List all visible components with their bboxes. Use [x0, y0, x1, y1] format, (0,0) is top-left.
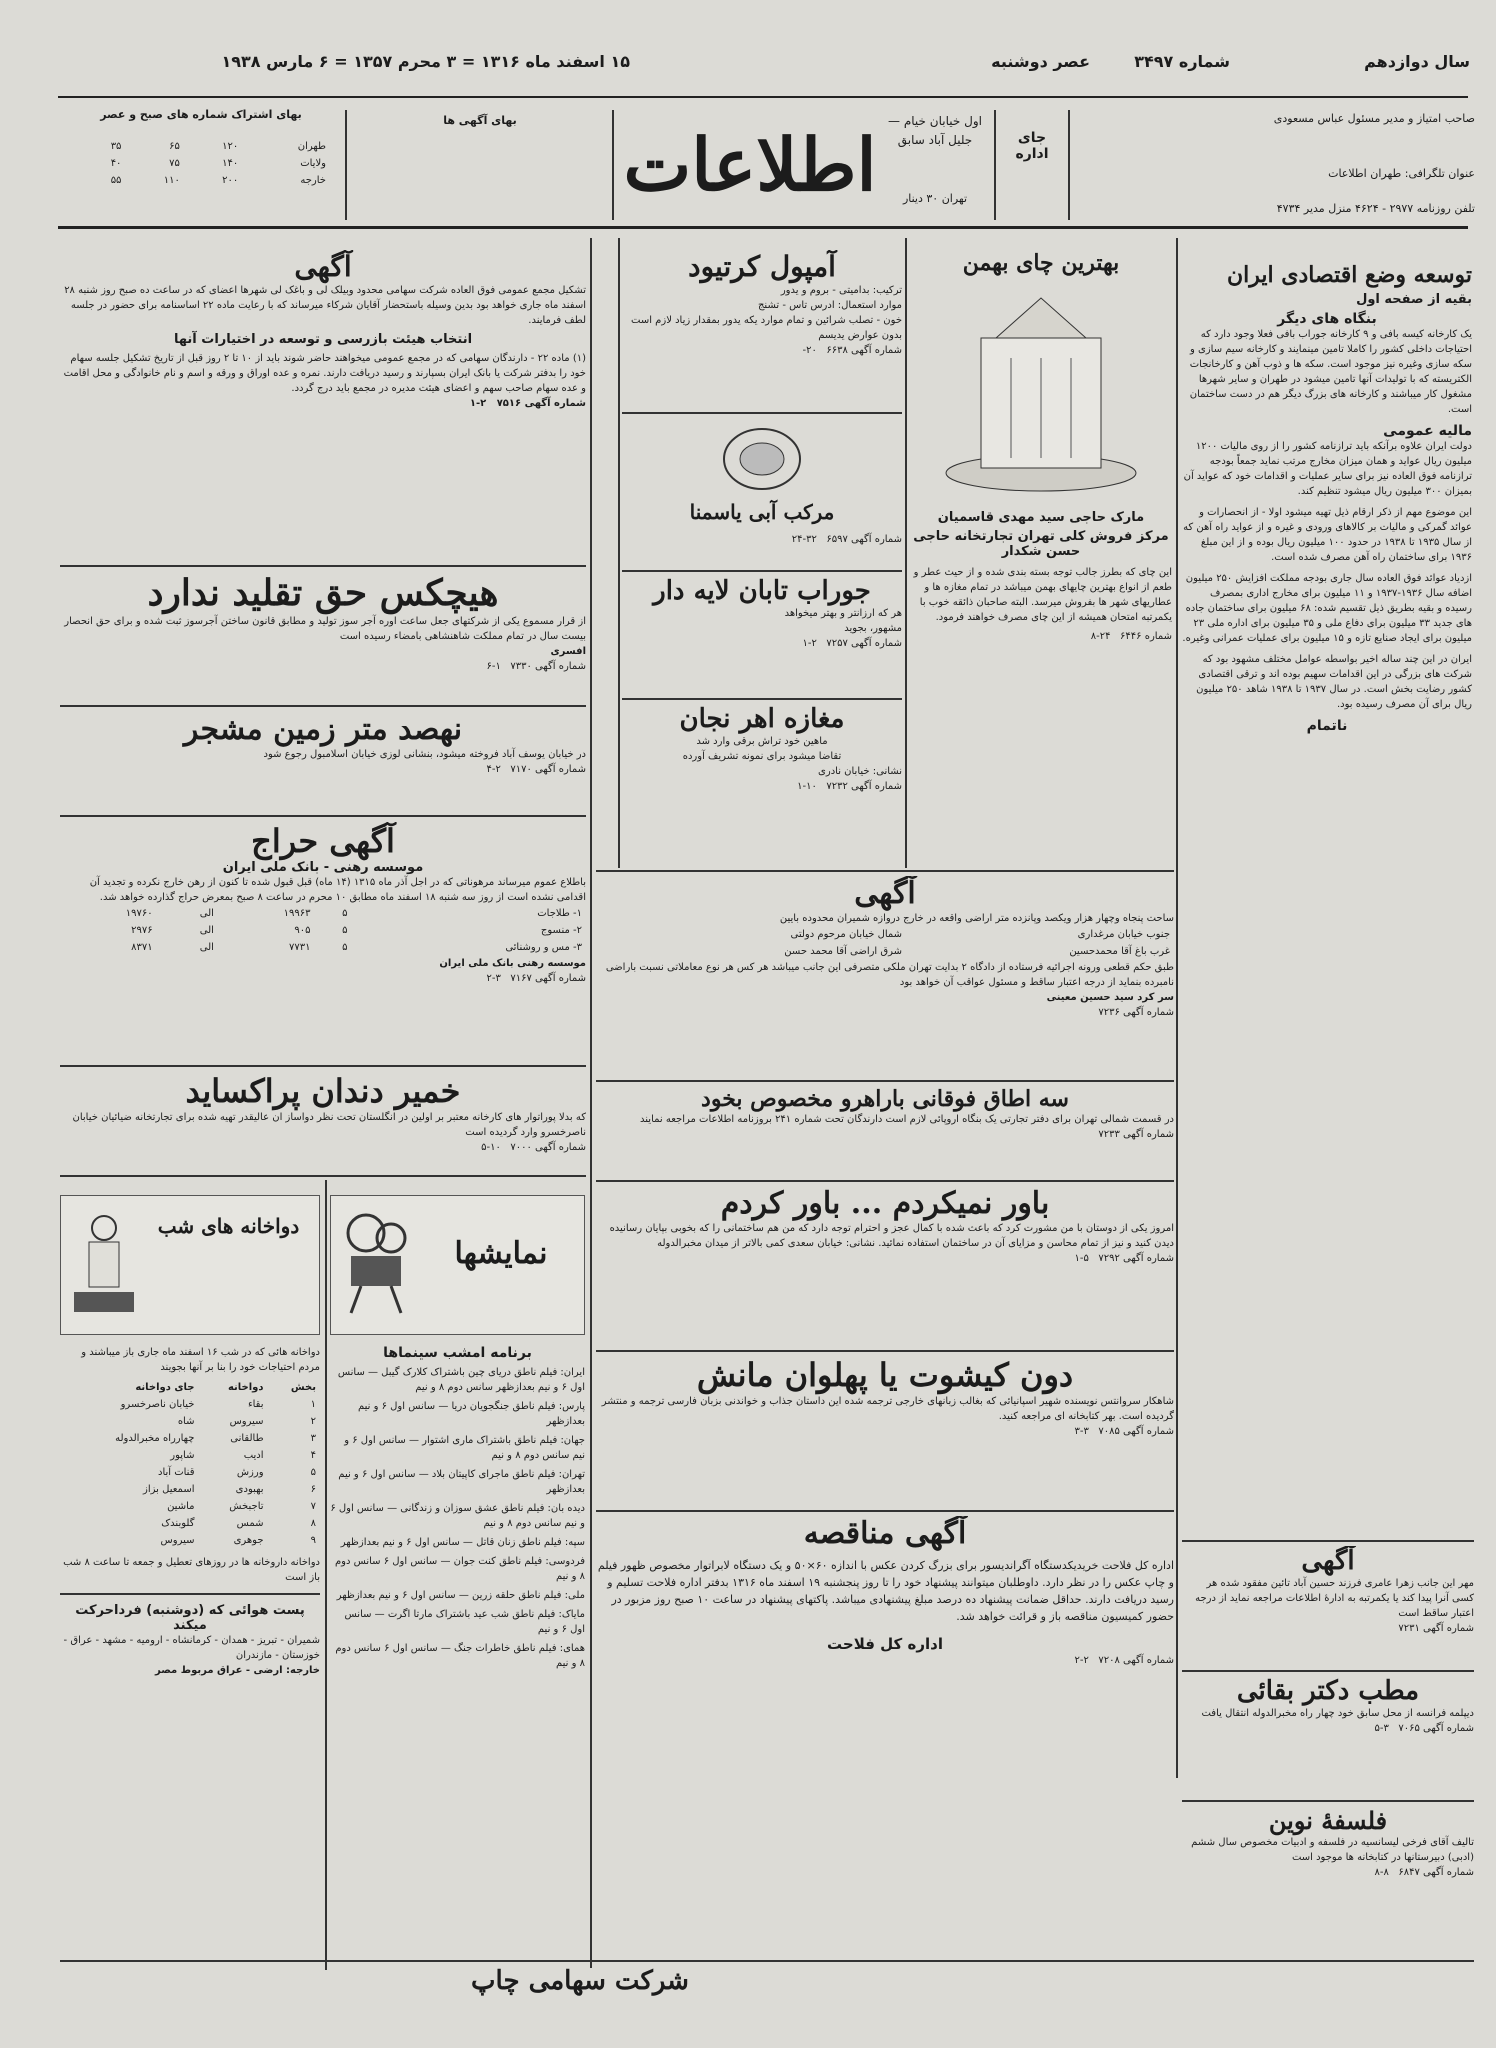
cell: ۲ [310, 1416, 316, 1427]
ad-number: شماره آگهی ۷۲۳۳ [1098, 1129, 1174, 1140]
ad-number [60, 762, 586, 777]
cell: چهارراه مخبرالدوله [115, 1433, 195, 1444]
cell: ۵ [342, 925, 348, 936]
toothpaste-ad [60, 1072, 586, 1172]
price-label: تهران ۳۰ دینار [902, 192, 968, 205]
cell: بهبودی [235, 1484, 264, 1495]
auction-ad [60, 822, 586, 1062]
list-item: ملی: فیلم ناطق حلقه زرین — سانس اول ۶ و نیم بعدازظهر [336, 1590, 585, 1601]
ad-code: ۱۰-۱ [797, 781, 817, 792]
list-item: ایران: فیلم ناطق دریای چین باشتراک کلارک گیبل — سانس اول ۶ و نیم بعدازظهر سانس دوم ۸ و نیم [337, 1367, 585, 1393]
philosophy-ad [1182, 1806, 1474, 1956]
table-row [80, 155, 330, 172]
cell: ۵۵ [110, 175, 122, 186]
header-cell: دواخانه [227, 1382, 264, 1393]
tea-ad [910, 250, 1172, 860]
ad-code: ۸-۸ [1374, 1867, 1389, 1878]
cell: ۱۹۷۶۰ [125, 908, 153, 919]
cell: ۴ [310, 1450, 316, 1461]
table-row [80, 138, 330, 155]
pharmacist-icon [69, 1210, 139, 1320]
ad-number [596, 1251, 1174, 1266]
cell: خارجه [300, 175, 326, 186]
land-ad [60, 712, 586, 812]
ad-number-text: شماره ۶۴۴۶ [1120, 631, 1172, 642]
ad-body: اداره کل فلاحت خریدیکدستگاه آگراندیسور برای بزرگ کردن عکس با اندازه ۶۰×۵۰ و یک دستگاه لابراتوار مخصوص ظهور فیلم و چاپ عکس را در نظر دارد. داوطلبان میتوانند پیشنهاد خود را تا روز پنجشنبه ۱۹ اسفند ماه ۱۳۱۶ بدفتر اداره فلاحت تسلیم و رسید دریافت دارند. حداقل ضمانت پیشنهاد ده درصد مبلغ پیشنهادی میباشد. پاکتهای پیشنهاد در ساعت ۱۰ صبح روز مزبور در حضور کمیسیون مناقصه باز و قرائت خواهد شد. [597, 1559, 1174, 1624]
list-item: فردوسی: فیلم ناطق کنت جوان — سانس اول ۶ سانس دوم ۸ و نیم [334, 1556, 585, 1582]
ad-title: خمیر دندان پراکساید [185, 1072, 461, 1110]
cell: شاپور [170, 1450, 195, 1461]
cell: ۷۷۳۱ [288, 942, 311, 953]
ad-signature: افسری [550, 646, 586, 657]
ads-rates-title: بهای آگهی ها [443, 114, 517, 127]
notice-ad-1 [60, 250, 586, 560]
ad-number-text: شماره آگهی ۷۲۹۲ [1098, 1253, 1174, 1264]
cell: شمال خیابان مرحوم دولتی [790, 929, 903, 940]
table-row [60, 922, 586, 939]
ad-signature: سر کرد سید حسین معینی [1046, 992, 1174, 1003]
ad-number [596, 1424, 1174, 1439]
table-row [596, 943, 1174, 960]
cell: ۸۳۷۱ [131, 942, 153, 953]
cell: ۸ [310, 1518, 316, 1529]
cell: جوهری [233, 1535, 264, 1546]
ad-line: هر که ارزانتر و بهتر میخواهد [784, 608, 902, 619]
cell: شمس [236, 1518, 264, 1529]
cell: ۹ [310, 1535, 316, 1546]
ad-line: مشهور، بجوید [844, 623, 902, 634]
cell: بقاء [247, 1399, 264, 1410]
ad-number-text: شماره آگهی ۷۱۶۷ [510, 973, 586, 984]
cell: ۱ [310, 1399, 316, 1410]
ad-footer: اداره کل فلاحت [827, 1635, 943, 1654]
table-row [60, 1515, 320, 1532]
banner-title: دواخانه های شب [157, 1214, 300, 1238]
telegraph-line: عنوان تلگرافی: طهران اطلاعات [1328, 167, 1475, 180]
table-row [60, 1532, 320, 1549]
continued-label: ناتمام [1306, 718, 1348, 734]
cell: ۱۱۰ [163, 175, 180, 186]
ad-code: ۱-۶ [486, 661, 501, 672]
ad-line: تقاضا میشود برای نمونه تشریف آورده [682, 751, 842, 762]
pharmacy-intro: دواخانه هائی که در شب ۱۶ اسفند ماه جاری باز میباشند و مردم احتیاجات خود را بنا بر آنها بجویند [81, 1347, 320, 1373]
ad-line: نشانی: خیابان نادری [818, 766, 902, 777]
ad-code: ۲۰- [802, 345, 817, 356]
banner-title: نمایشها [454, 1236, 548, 1271]
ad-body: دیپلمه فرانسه از محل سابق خود چهار راه مخبرالدوله انتقال یافت [1201, 1708, 1474, 1719]
ad-title: آمپول کرتیود [688, 250, 836, 283]
ad-body: مهر این جانب زهرا عامری فرزند حسین آباد تائین مفقود شده هر کسی آنرا پیدا کند یا یکمرتبه به ادارهٔ اطلاعات مراجعه نماید از درجه اعتبار ساقط است [1195, 1578, 1474, 1619]
boundary-table [596, 926, 1174, 960]
cell: طالقانی [230, 1433, 264, 1444]
ad-body: طبق حکم قطعی ورونه اجرائیه فرستاده از دادگاه ۲ بدایت تهران ملکی متصرفی این جانب میباشد هر کس هر نوع معاملاتی نسبت باراضی نامبرده بنماید از درجه اعتبار ساقط و مسئول عواقب آن خواهد بود [605, 962, 1174, 988]
paragraph: دولت ایران علاوه برآنکه باید ترازنامه کشور را از روی مالیات ۱۲۰۰ میلیون ریال عواید و همان میزان مخارج مرتب نماید جمعاً بودجه ترازنامه فوق العاده نیز برای سایر عملیات و اقدامات خود که عواید آن بمیزان ۳۰۰ میلیون ریال میشود تنظیم کند. [1183, 441, 1472, 497]
socks-ad [622, 576, 902, 696]
ad-number [60, 971, 586, 986]
ad-number [60, 396, 586, 411]
program-title: برنامه امشب سینماها [383, 1345, 532, 1361]
ad-number-text: شماره آگهی ۷۵۱۶ [496, 398, 586, 409]
cell: قنات آباد [157, 1467, 195, 1478]
cell: ورزش [236, 1467, 264, 1478]
projector-icon [341, 1208, 411, 1318]
cell: تاجبخش [229, 1501, 264, 1512]
ad-heading: انتخاب هیئت بازرسی و توسعه در اختیارات آنها [173, 332, 473, 347]
paragraph: ازدیاد عوائد فوق العاده سال جاری بودجه مملکت افزایش ۲۵۰ میلیون اضافه سال ۱۹۳۶-۱۹۳۷ و ۱۱ میلیون برای مخارج اداری بمصرف رسیده و بقیه بطریق ذیل تقسیم شده: ۶۸ میلیون برای ساختمان جاده های جدید ۳۳ میلیون برای دفاع ملی و ۳۵ میلیون برای اداره ملی ۲۳ میلیون برای ایجاد صنایع تازه و ۱۵ میلیون برای عملیات عمرانی وغیره. [1182, 573, 1472, 644]
list-item: همای: فیلم ناطق خاطرات جنگ — سانس اول ۶ سانس دوم ۸ و نیم [335, 1643, 585, 1669]
ad-footer: موسسه رهنی بانک ملی ایران [439, 958, 586, 969]
cell: ادیب [243, 1450, 264, 1461]
cell: ۵ [342, 908, 348, 919]
article-title: توسعه وضع اقتصادی ایران [1226, 262, 1472, 288]
ad-body: در قسمت شمالی تهران برای دفتر تجارتی یک بنگاه اروپائی لازم است دارندگان تحت شماره ۲۴۱ بروزنامه اطلاعات مراجعه نمایند [640, 1114, 1174, 1125]
cell: ماشین [167, 1501, 195, 1512]
ad-body: که بدلا پوراتوار های کارخانه معتبر بر اولین در انگلستان تحت نظر دواساز ان عالیقدر تهیه شده برای تجارتخانه ضیائیان خیابان ناصرخسرو وارد گردیده است [72, 1112, 586, 1138]
table-row [596, 926, 1174, 943]
table-row [60, 1396, 320, 1413]
table-row [60, 1430, 320, 1447]
paragraph: یک کارخانه کیسه بافی و ۹ کارخانه جوراب بافی فعلا وجود دارد که احتیاجات داخلی کشور را کاملا تامین مینمایند و کارخانه سیم سازی و سکه سازی وغیره نیز موجود است. سکه ها و ذوب آهن و کارخانجات الکتریسته که با تولیدات آنها تامین میشود در طهران و سایر شهرها مشغول کار میباشند و کارخانه های بزرگ دیگر هم در دست ساختمان است. [1189, 329, 1472, 415]
list-item: تهران: فیلم ناطق ماجرای کاپیتان بلاد — سانس اول ۶ و نیم بعدازظهر [338, 1469, 585, 1495]
ad-title: مغازه اهر نجان [679, 704, 845, 734]
list-item: جهان: فیلم ناطق باشتراک ماری اشتوار — سانس اول ۶ و نیم سانس دوم ۸ و نیم [344, 1435, 585, 1461]
subscription-title: بهای اشتراک شماره های صبح و عصر [100, 108, 302, 121]
table-row [80, 172, 330, 189]
ad-body: باطلاع عموم میرساند مرهوناتی که در اجل آذر ماه ۱۳۱۵ (۱۴ ماه) قبل قبول شده تا کنون از رهن خارج نکرده و تجدید آن اقدامی نشده است از روز سه شنبه ۱۸ اسفند ماه مطابق ۱۰ محرم در ساعت ۸ صبح بمعرض حراج گذارده خواهد شد. [89, 877, 586, 903]
ad-number [60, 659, 586, 674]
ad-code: ۲-۱ [469, 398, 487, 409]
ad-body: امروز یکی از دوستان با من مشورت کرد که باعث شده با کمال عجز و احترام توجه دارد که من هم ساختمانی را که بخوبی بپایان رسانیده دیدن کنید و نیز از تمام محاسن و مزایای آن در ساختمان استفاده نمائید. نشانی: خیابان سعدی کمی بالاتر از میدان مخبرالدوله [609, 1223, 1174, 1249]
ad-line: ترکیب: بدامیتی - بروم و یدور [780, 285, 902, 296]
ad-body: در خیابان یوسف آباد فروخته میشود، بنشانی لوزی خیابان اسلامبول رجوع شود [263, 749, 586, 760]
ad-body: (۱) ماده ۲۲ - دارندگان سهامی که در مجمع عمومی میخواهند حاضر شوند باید از ۱۰ تا ۲ روز قبل از تاریخ تشکیل جلسه سهام خود را بدفتر شرکت یا بانک ایران بسپارند و رسید دریافت دارند. نمره و عده اوراق و ورقه و اسم و نام خانوادگی و محل اقامت و عده سهام صاحب سهم و اعضای هیئت مدیره در مجمع باید درج گردد. [63, 353, 586, 394]
cell: ۳۵ [110, 141, 122, 152]
cell: شاه [177, 1416, 195, 1427]
brand-line: مارک حاجی سید مهدی قاسمیان [937, 510, 1145, 525]
ad-title: آگهی [294, 250, 352, 283]
ad-number-text: شماره آگهی ۷۰۸۵ [1098, 1426, 1174, 1437]
cell: ۵ [310, 1467, 316, 1478]
office-address: اول خیابان خیام — جلیل آباد سابق [888, 114, 982, 147]
shop-ad [622, 704, 902, 864]
cell: جنوب خیابان مرغداری [1077, 929, 1170, 940]
ad-title: بهترین چای بهمن [962, 250, 1120, 276]
center-line: مرکز فروش کلی تهران تجارتخانه حاجی حسن شکدار [913, 529, 1169, 559]
ad-number [622, 343, 902, 358]
auction-table [60, 905, 586, 956]
cinema-program [330, 1345, 585, 1965]
ad-number [622, 532, 902, 547]
ad-body: تالیف آقای فرخی لیسانسیه در فلسفه و ادبیات مخصوص سال ششم (ادبی) دبیرستانها در کتابخانه ها موجود است [1191, 1837, 1474, 1863]
ad-code: ۳۲-۲۴ [791, 534, 817, 545]
cell: ۳ [310, 1433, 316, 1444]
cell: سیروس [160, 1535, 195, 1546]
list-item: پارس: فیلم ناطق جنگجویان دریا — سانس اول ۶ و نیم بعدازظهر [357, 1401, 585, 1427]
ad-title: آگهی [854, 876, 916, 911]
issue-number: شماره ۳۴۹۷ [1134, 52, 1230, 71]
phones-line: تلفن روزنامه ۲۹۷۷ - ۴۶۲۴ منزل مدیر ۴۷۳۴ [1276, 202, 1475, 215]
ad-code: ۳-۲ [486, 973, 501, 984]
table-row [60, 1481, 320, 1498]
ad-title: نهصد متر زمین مشجر [183, 712, 463, 747]
cell: ۱- طلاجات [537, 908, 582, 919]
ad-body: این چای که بطرز جالب توجه بسته بندی شده و از حیث عطر و طعم از انواع بهترین چایهای بهمن میباشد در تمام مغازه ها و عطاریهای شهر ها بفروش میرسد. البته صاحبان ذائقه خوب با یکمرتبه امتحان همیشه از این چای مصرف خواهند فرمود. [913, 567, 1172, 623]
doctor-ad [1182, 1676, 1474, 1796]
office-label: جای اداره [1015, 130, 1049, 162]
nameplate: اطلاعات [623, 122, 877, 207]
ad-title: آگهی مناقصه [803, 1516, 967, 1551]
table-row [60, 905, 586, 922]
issue-day: عصر دوشنبه [991, 52, 1090, 71]
don-quixote-ad [596, 1356, 1174, 1506]
post-abroad: خارجه: ارضی - عراق مربوط مصر [154, 1665, 320, 1676]
imitation-ad [60, 572, 586, 702]
date-line: ۱۵ اسفند ماه ۱۳۱۶ = ۳ محرم ۱۳۵۷ = ۶ مارس ۱۹۳۸ [221, 52, 630, 71]
ad-number: شماره آگهی ۷۲۳۶ [1098, 1007, 1174, 1018]
table-row [60, 1413, 320, 1430]
cell: ۶۵ [169, 141, 180, 152]
list-item: مایاک: فیلم ناطق شب عید باشتراک مارتا اگرت — سانس اول ۶ و نیم [344, 1609, 585, 1635]
ad-number [596, 1653, 1174, 1668]
article-subtitle: بقیه از صفحه اول [1356, 292, 1472, 307]
pharmacy-banner [60, 1195, 320, 1335]
ad-number [910, 629, 1172, 644]
cell: ۲۰۰ [222, 175, 239, 186]
paragraph: ایران در این چند ساله اخیر بواسطه عوامل مختلف مشهود بود که شرکت های بزرگی در این اقدامات سهیم بوده اند و ترقی اقتصادی کشور رضایت بخش است. در سال ۱۹۳۷ تا ۱۹۳۸ شاهد ۲۵۰ میلیون ریال برای آن مصرف رسیده بود. [1196, 654, 1472, 710]
ad-number-text: شماره آگهی ۷۲۳۲ [826, 781, 902, 792]
section-heading: مالیه عمومی [1383, 423, 1472, 439]
notice-ad-3 [1182, 1546, 1474, 1666]
ad-title: هیچکس حق تقلید ندارد [147, 572, 499, 614]
list-item: سپه: فیلم ناطق زنان قاتل — سانس اول ۶ و نیم بعدازظهر [340, 1537, 585, 1548]
table-header [60, 1379, 320, 1396]
cell: ۱۴۰ [222, 158, 239, 169]
cell: ۵ [342, 942, 348, 953]
ad-title: مطب دکتر بقائی [1236, 1676, 1420, 1706]
ad-number: شماره آگهی ۷۲۳۱ [1398, 1623, 1474, 1634]
section-heading: بنگاه های دیگر [1277, 311, 1377, 327]
ad-code: ۲-۲ [1074, 1655, 1089, 1667]
cell: شرق اراضی آقا محمد حسن [784, 946, 903, 957]
notice-ad-2 [596, 876, 1174, 1076]
ad-code: ۲-۱ [802, 638, 817, 649]
cell: ولایات [300, 158, 326, 169]
ad-title: دون کیشوت یا پهلوان مانش [696, 1356, 1074, 1394]
ad-title: آگهی [1301, 1546, 1355, 1576]
table-row [60, 1464, 320, 1481]
ad-number [1182, 1865, 1474, 1880]
believe-ad [596, 1186, 1174, 1346]
ad-code: ۲۴-۸ [1090, 631, 1111, 642]
ad-number-text: شماره آگهی ۶۶۳۸ [826, 345, 902, 356]
pharmacy-list [60, 1345, 320, 1945]
cell: ۷ [310, 1501, 316, 1512]
pharmacy-note: دواخانه داروخانه ها در روزهای تعطیل و جمعه تا ساعت ۸ شب باز است [63, 1557, 320, 1583]
tea-can-illustration [926, 288, 1156, 498]
ad-code: ۳-۵ [1374, 1723, 1389, 1734]
ad-number [622, 636, 902, 651]
cell: ۲۹۷۶ [131, 925, 153, 936]
ink-logo-icon [717, 424, 807, 494]
post-cities: شمیران - تبریز - همدان - کرمانشاه - ارومیه - مشهد - عراق - خوزستان - مازندران [63, 1635, 320, 1661]
ad-title: سه اطاق فوقانی باراهرو مخصوص بخود [701, 1086, 1069, 1112]
tender-ad [596, 1516, 1174, 1956]
ad-body: ساحت پنجاه وچهار هزار ویکصد وپانزده متر اراضی واقعه در خارج دروازه شمیران محدوده بایین [779, 913, 1174, 924]
ink-ad [622, 418, 902, 568]
cell: ۳- مس و روشنائی [505, 942, 582, 953]
ad-body: از قرار مسموع یکی از شرکتهای جعل ساعت اوره آجر سوز تولید و مطابق قانون ساختن آجرسوز ثبت شده و برای حق انحصار بیست سال در تمام مملکت شاهنشاهی بامضاء رسیده است [64, 616, 586, 642]
cell: غرب باغ آقا محمدحسین [1069, 946, 1170, 957]
year-label: سال دوازدهم [1364, 52, 1470, 71]
cell: ۱۹۹۶۳ [283, 908, 311, 919]
cell: خیابان ناصرخسرو [120, 1399, 195, 1410]
cell: ۲- منسوج [540, 925, 582, 936]
header-cell: بخش [290, 1382, 316, 1393]
ad-line: ماهین خود تراش برقی وارد شد [696, 736, 828, 747]
ad-line: خون - تصلب شرائین و تمام موارد یکه یدور بمقدار زیاد لازم است بدون عوارض یدیسم [631, 315, 902, 341]
ad-line: موارد استعمال: ادرس تاس - تشنج [757, 300, 902, 311]
ad-body: تشکیل مجمع عمومی فوق العاده شرکت سهامی محدود وبیلک لی و باغک لی شهرها اعضای که در ساعت ده صبح روز شنبه ۲۸ اسفند ماه جاری خواهد بود بدین وسیله باستحضار آقایان شرکاء میرساند که با رعایت ماده ۲۲ اساسنامه برای حضور در جلسه لطف فرمایند. [64, 285, 586, 326]
paragraph: این موضوع مهم از ذکر ارقام ذیل تهیه میشود اولا - از انحصارات و عوائد گمرکی و مالیات بر کالاهای ورودی و غیره و از عواید راه آهن که از سال ۱۹۳۵ تا ۱۹۳۸ در حدود ۱۰۰ میلیون ریال بوده و از این مبلغ ۱۹۳۶ برای ساختمان راه آهن مصرف شده است. [1183, 507, 1472, 563]
table-row [60, 939, 586, 956]
rooms-ad [596, 1086, 1174, 1176]
ad-title: جوراب تابان لایه دار [653, 576, 871, 606]
ampoule-ad [622, 250, 902, 410]
ad-title: فلسفهٔ نوین [1268, 1806, 1388, 1835]
ad-body: شاهکار سروانتس نویسنده شهیر اسپانیائی که بغالب زبانهای خارجی ترجمه شده این داستان جذاب و خواندنی بزبان فارسی ترجمه و منتشر گردیده است. بهر کتابخانه ای مراجعه کنید. [601, 1396, 1174, 1422]
ad-code: ۱۰-۵ [481, 1142, 501, 1153]
ad-title: مرکب آبی یاسمنا [689, 500, 835, 524]
ad-number-text: شماره آگهی ۷۳۳۰ [510, 661, 586, 672]
ad-title: باور نمیکردم ... باور کردم [720, 1186, 1050, 1221]
ad-number-text: شماره آگهی ۷۲۰۸ [1098, 1655, 1174, 1667]
cell: طهران [297, 141, 326, 152]
table-row [60, 1447, 320, 1464]
cell: ۶ [310, 1484, 316, 1495]
pharmacy-table [60, 1379, 320, 1549]
ad-number-text: شماره آگهی ۷۲۵۷ [826, 638, 902, 649]
cell: ۱۲۰ [222, 141, 239, 152]
ad-subtitle: موسسه رهنی - بانک ملی ایران [222, 860, 424, 875]
ad-number [1182, 1721, 1474, 1736]
cell: الی [199, 925, 214, 936]
list-item: دیده بان: فیلم ناطق عشق سوزان و زندگانی — سانس اول ۶ و نیم سانس دوم ۸ و نیم [330, 1503, 585, 1529]
cell: ۷۵ [169, 158, 180, 169]
printer-footer: شرکت سهامی چاپ [471, 1966, 689, 1996]
cell: ۹۰۵ [294, 925, 311, 936]
header-cell: جای دواخانه [135, 1382, 195, 1393]
ad-code: ۲-۴ [486, 764, 501, 775]
ad-number [60, 1140, 586, 1155]
post-title: پست هوائی که (دوشنبه) فرداحرکت میکند [75, 1603, 305, 1633]
table-row [60, 1498, 320, 1515]
cell: الی [199, 942, 214, 953]
ad-code: ۳-۳ [1074, 1426, 1089, 1437]
cell: ۴۰ [110, 158, 122, 169]
ad-title: آگهی حراج [251, 822, 395, 860]
cell: الی [199, 908, 214, 919]
ad-number-text: شماره آگهی ۷۰۶۵ [1398, 1723, 1474, 1734]
cell: گلوبندک [161, 1518, 195, 1529]
owner-line: صاحب امتیاز و مدیر مسئول عباس مسعودی [1273, 112, 1475, 125]
cell: سیروس [229, 1416, 264, 1427]
subscription-table [80, 138, 330, 189]
ad-code: ۵-۱ [1074, 1253, 1089, 1264]
cell: اسمعیل بزاز [143, 1484, 195, 1495]
ad-number-text: شماره آگهی ۷۰۰۰ [510, 1142, 586, 1153]
ad-number [622, 779, 902, 794]
ad-number-text: شماره آگهی ۶۸۴۷ [1398, 1867, 1474, 1878]
ad-number-text: شماره آگهی ۷۱۷۰ [510, 764, 586, 775]
cinema-banner [330, 1195, 585, 1335]
ad-number-text: شماره آگهی ۶۵۹۷ [826, 534, 902, 545]
